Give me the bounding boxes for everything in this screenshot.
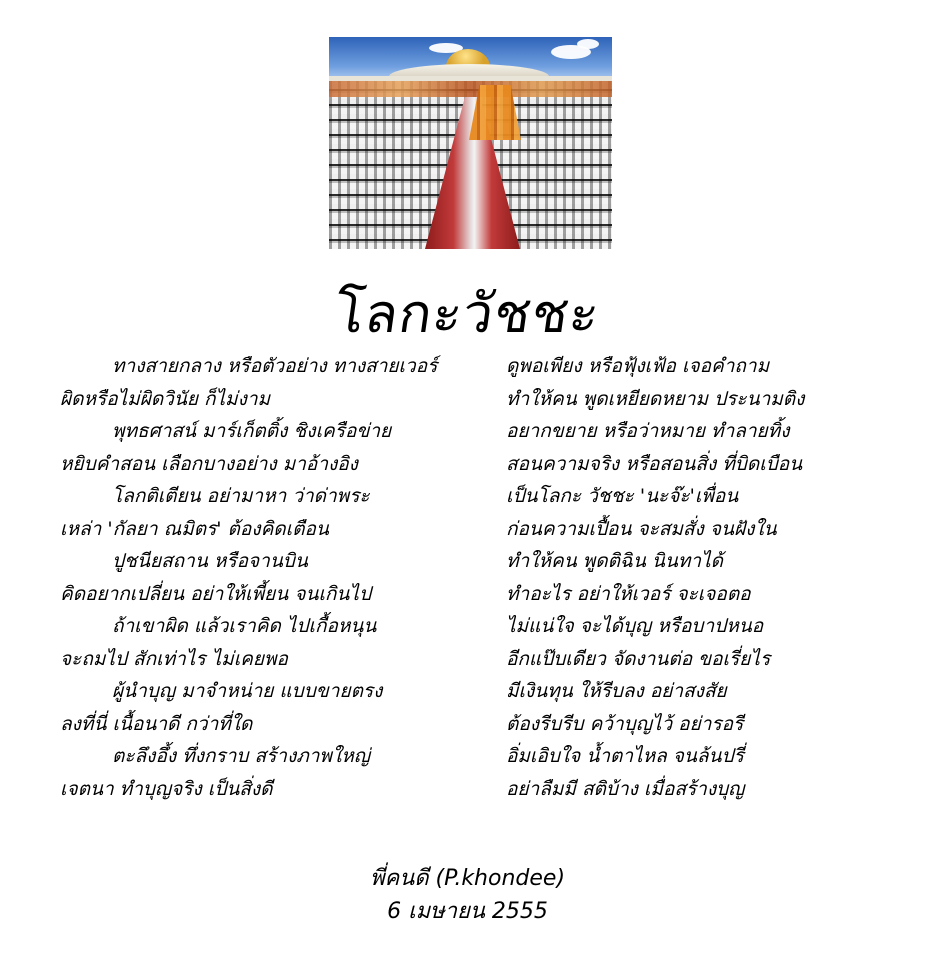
distant-crowd (329, 81, 612, 97)
poem-line: ต้องรีบรีบ คว้าบุญไว้ อย่ารอรี (506, 712, 744, 735)
poem-line: ทำอะไร อย่าให้เวอร์ จะเจอตอ (506, 582, 751, 605)
poem-line: ผิดหรือไม่ผิดวินัย ก็ไม่งาม (60, 387, 271, 410)
poem-line: พุทธศาสน์ มาร์เก็ตติ้ง ชิงเครือข่าย (112, 420, 392, 442)
author-signature: พี่คนดี (P.khondee) (369, 866, 566, 891)
poem-line: ตะลึงอึ้ง ทึ่งกราบ สร้างภาพใหญ่ (112, 745, 370, 767)
poem-line: สอนความจริง หรือสอนสิ่ง ที่บิดเบือน (506, 452, 803, 475)
poem-line: ผู้นำบุญ มาจำหน่าย แบบขายตรง (112, 680, 383, 702)
poem-line: อยากขยาย หรือว่าหมาย ทำลายทิ้ง (506, 420, 790, 442)
poem-line: ถ้าเขาผิด แล้วเราคิด ไปเกื้อหนุน (112, 615, 377, 637)
poem-line: อิ่มเอิบใจ น้ำตาไหล จนล้นปรี่ (506, 745, 744, 767)
poem-line: โลกติเตียน อย่ามาหา ว่าด่าพระ (112, 485, 370, 507)
poem-line: ลงที่นี่ เนื้อนาดี กว่าที่ใด (60, 712, 253, 735)
poem-line: ทางสายกลาง หรือตัวอย่าง ทางสายเวอร์ (112, 355, 438, 377)
poem-line: เป็นโลกะ วัชชะ 'นะจ๊ะ'เพื่อน (506, 485, 739, 507)
poem-line: ดูพอเพียง หรือฟุ้งเฟ้อ เจอคำถาม (506, 355, 770, 377)
poem-line: เจตนา ทำบุญจริง เป็นสิ่งดี (60, 777, 273, 800)
poem-line: ปูชนียสถาน หรือจานบิน (112, 550, 308, 572)
poem-left-column (60, 350, 437, 805)
poem-title: โลกะวัชชะ (330, 282, 605, 345)
poem-line: ทำให้คน พูดติฉิน นินทาได้ (506, 550, 723, 572)
poem-line: หยิบคำสอน เลือกบางอย่าง มาอ้างอิง (60, 452, 358, 475)
poem-line: มีเงินทุน ให้รีบลง อย่าสงสัย (506, 680, 727, 702)
poem-line: ก่อนความเปื้อน จะสมสั่ง จนฝังใน (506, 517, 777, 540)
poem-right-column (506, 350, 804, 805)
poem-date: 6 เมษายน 2555 (387, 899, 548, 924)
temple-ceremony-photo (329, 37, 612, 249)
poem-line: คิดอยากเปลี่ยน อย่าให้เพี้ยน จนเกินไป (60, 582, 372, 605)
poem-line: อย่าลืมมี สติบ้าง เมื่อสร้างบุญ (506, 777, 745, 800)
poem-line: ทำให้คน พูดเหยียดหยาม ประนามติง (506, 387, 805, 410)
poem-line: ไม่แน่ใจ จะได้บุญ หรือบาปหนอ (506, 615, 764, 637)
poem-line: เหล่า 'กัลยา ณมิตร' ต้องคิดเตือน (60, 517, 329, 540)
poem-line: อีกแป๊บเดียว จัดงานต่อ ขอเรี่ยไร (506, 647, 771, 670)
poem-line: จะถมไป สักเท่าไร ไม่เคยพอ (60, 647, 288, 670)
cloud (577, 39, 599, 49)
